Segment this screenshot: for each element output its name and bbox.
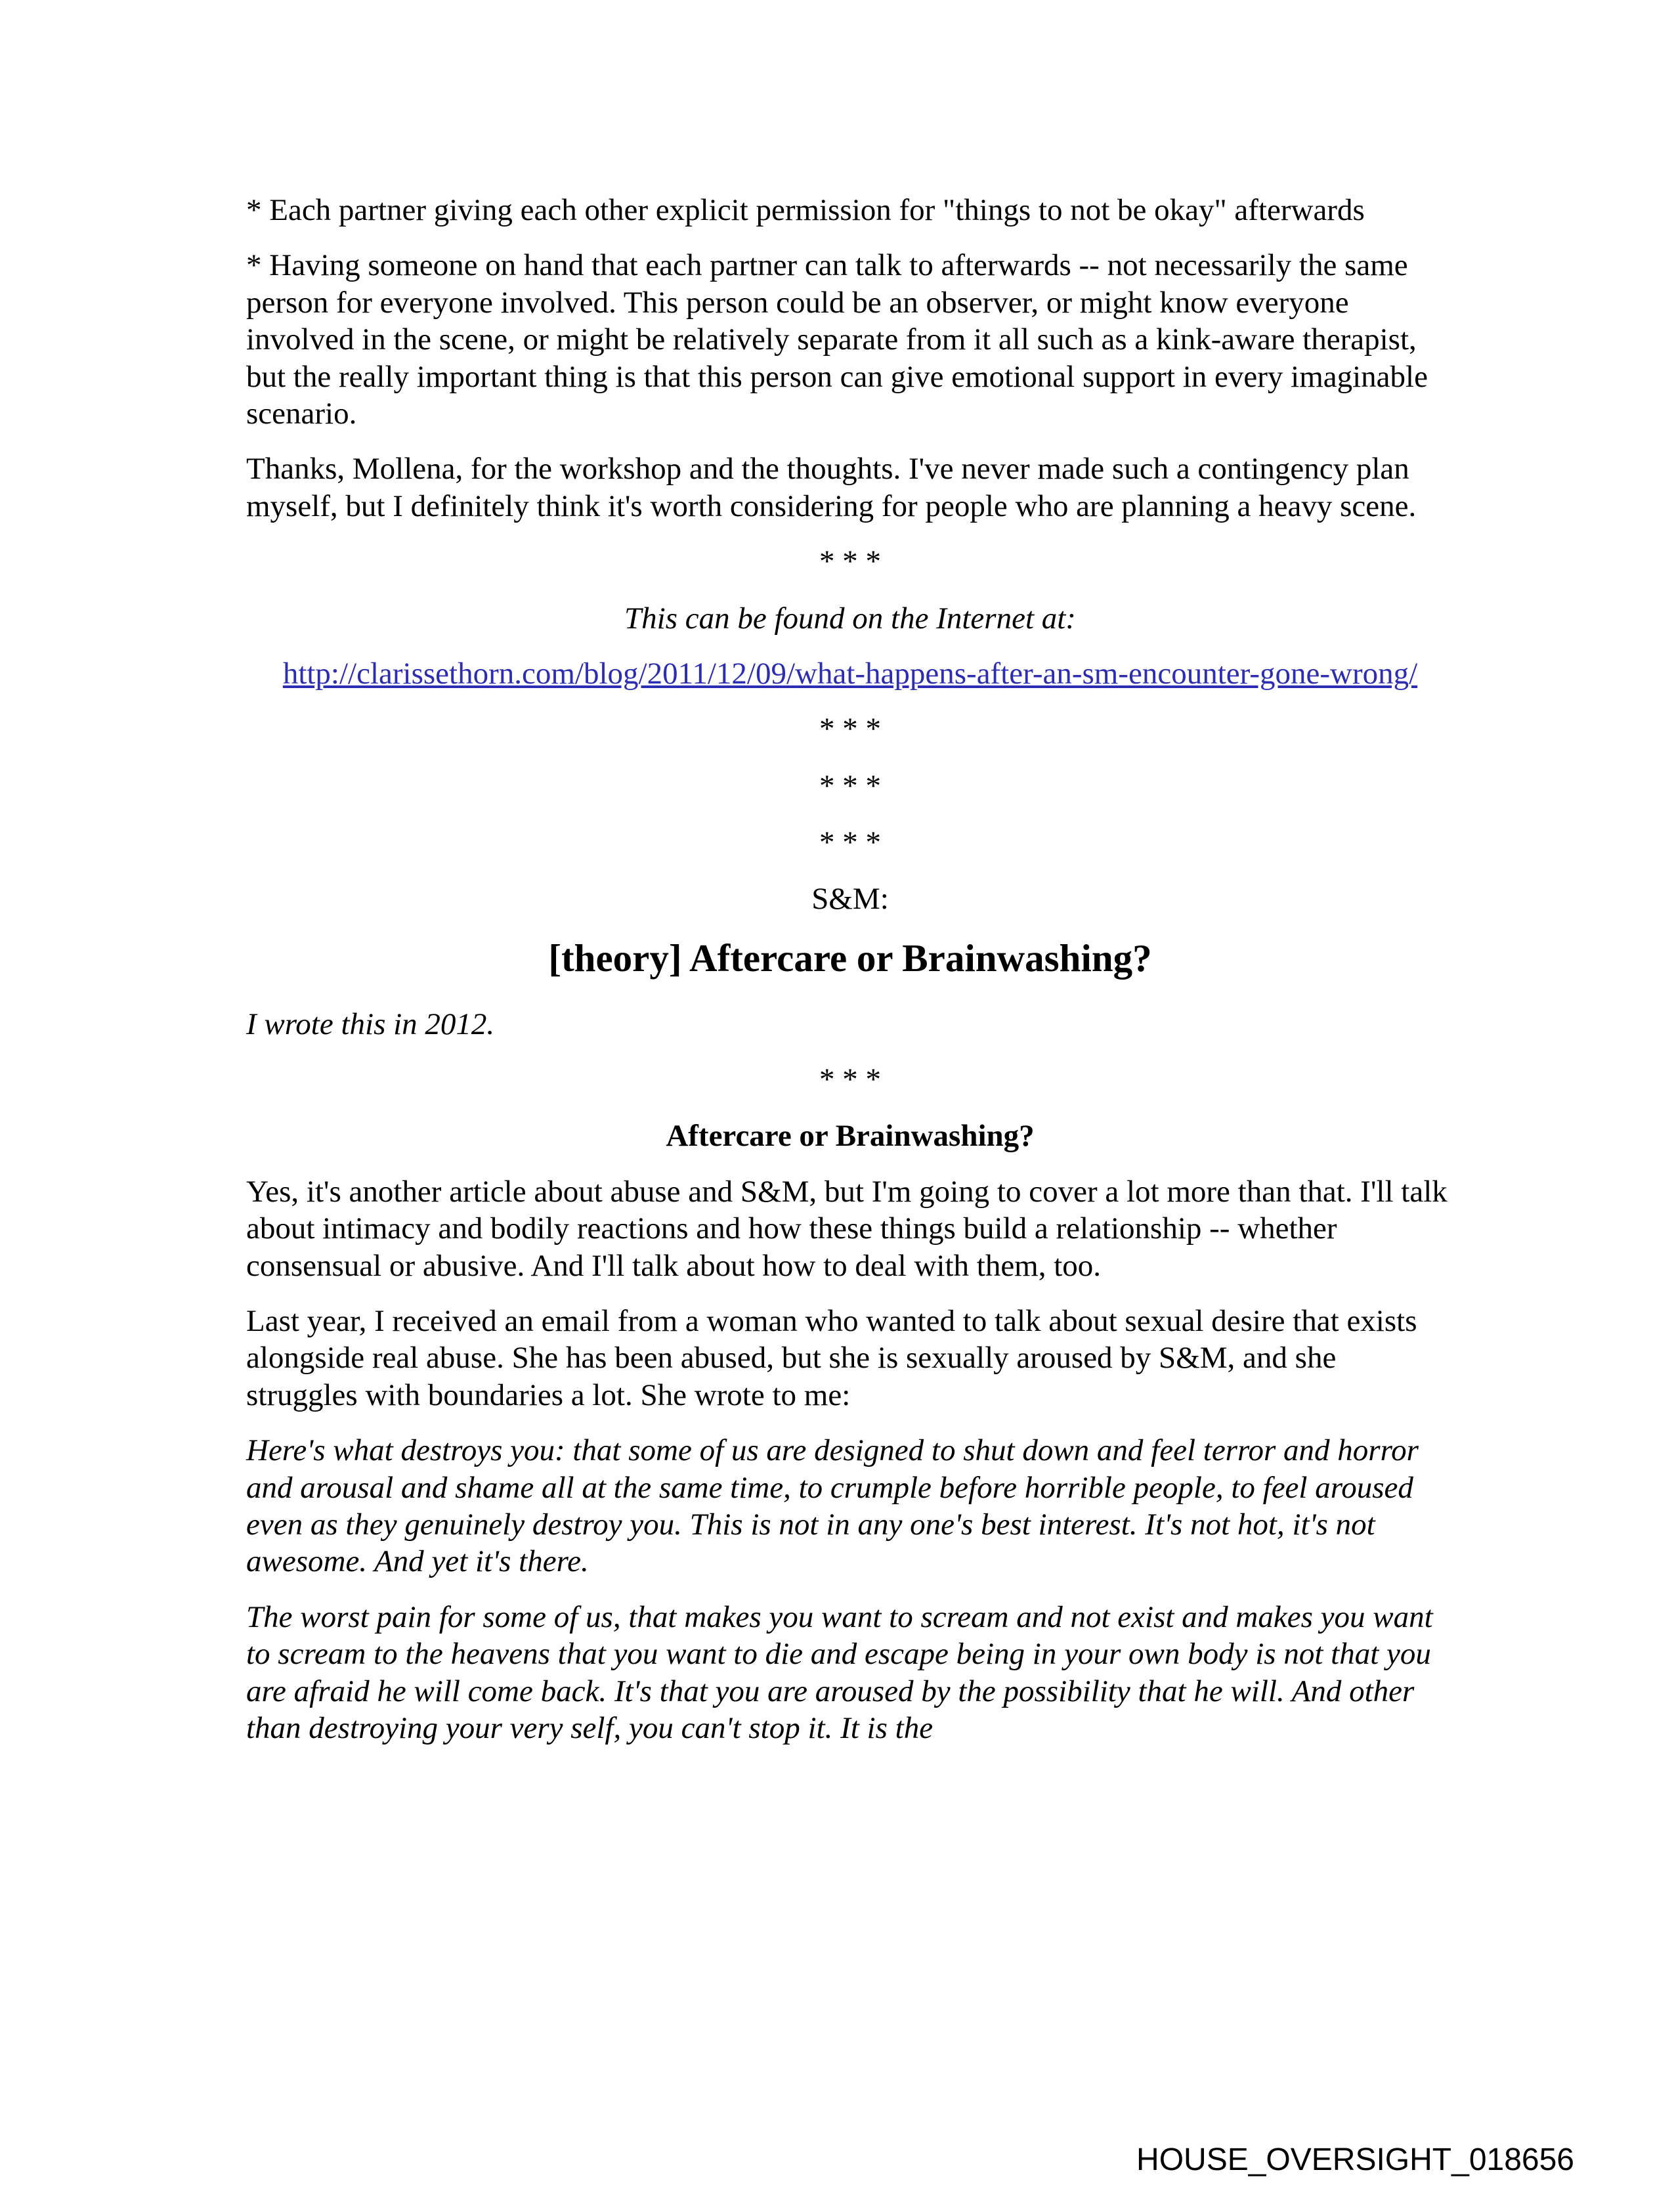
paragraph-email-context: Last year, I received an email from a woman who wanted to talk about sexual desire that exists alongside real abuse. She has been abused, but she is sexually aroused by S&M, and she struggles with boundaries a lot. She wrote to me: (246, 1304, 1417, 1412)
article-link[interactable]: http://clarissethorn.com/blog/2011/12/09/what-happens-after-an-sm-encounter-gone-wrong/ (282, 656, 1418, 691)
internet-source-note: This can be found on the Internet at: (624, 601, 1076, 636)
stars-separator: * * * (819, 768, 881, 803)
section-label-sm: S&M: (811, 882, 889, 917)
stars-separator: * * * (819, 1062, 881, 1097)
stars-separator: * * * (819, 825, 881, 860)
article-subtitle: Aftercare or Brainwashing? (666, 1119, 1035, 1154)
stars-separator: * * * (819, 712, 881, 747)
quote-paragraph-1: Here's what destroys you: that some of us are designed to shut down and feel terror and horror and arousal and shame all at the same time, to crumple before horrible people, to feel aroused even as they genuinely destroy you. This is not in any one's best interest. It's not hot, it's not awesome. And yet it's there. (246, 1433, 1419, 1579)
stars-separator: * * * (819, 544, 881, 579)
paragraph-intro: Yes, it's another article about abuse and S&M, but I'm going to cover a lot more than that. I'll talk about intimacy and bodily reactions and how these things build a relationship -- whether consensual or abusive. And I'll talk about how to deal with them, too. (246, 1174, 1448, 1283)
article-link-line (246, 655, 1454, 692)
article-title: [theory] Aftercare or Brainwashing? (548, 936, 1152, 980)
quote-paragraph-2: The worst pain for some of us, that makes you want to scream and not exist and makes you want to scream to the heavens that you want to die and escape being in your own body is not that you are afraid he will come back. It's that you are aroused by the possibility that he will. And other than destroying your very self, you can't stop it. It is the (246, 1599, 1433, 1745)
paragraph-bullet-permission: * Each partner giving each other explicit permission for "things to not be okay" afterwards (246, 193, 1365, 227)
document-body (246, 192, 1454, 1765)
paragraph-bullet-support-person: * Having someone on hand that each partner can talk to afterwards -- not necessarily the same person for everyone involved. This person could be an observer, or might know everyone involved in the scene, or might be relatively separate from it all such as a kink-aware therapist, but the really important thing is that this person can give emotional support in every imaginable scenario. (246, 248, 1428, 431)
bates-number: HOUSE_OVERSIGHT_018656 (1136, 2142, 1574, 2177)
note-written-2012: I wrote this in 2012. (246, 1007, 495, 1041)
paragraph-thanks-mollena: Thanks, Mollena, for the workshop and the thoughts. I've never made such a contingency plan myself, but I definitely think it's worth considering for people who are planning a heavy scene. (246, 452, 1417, 523)
